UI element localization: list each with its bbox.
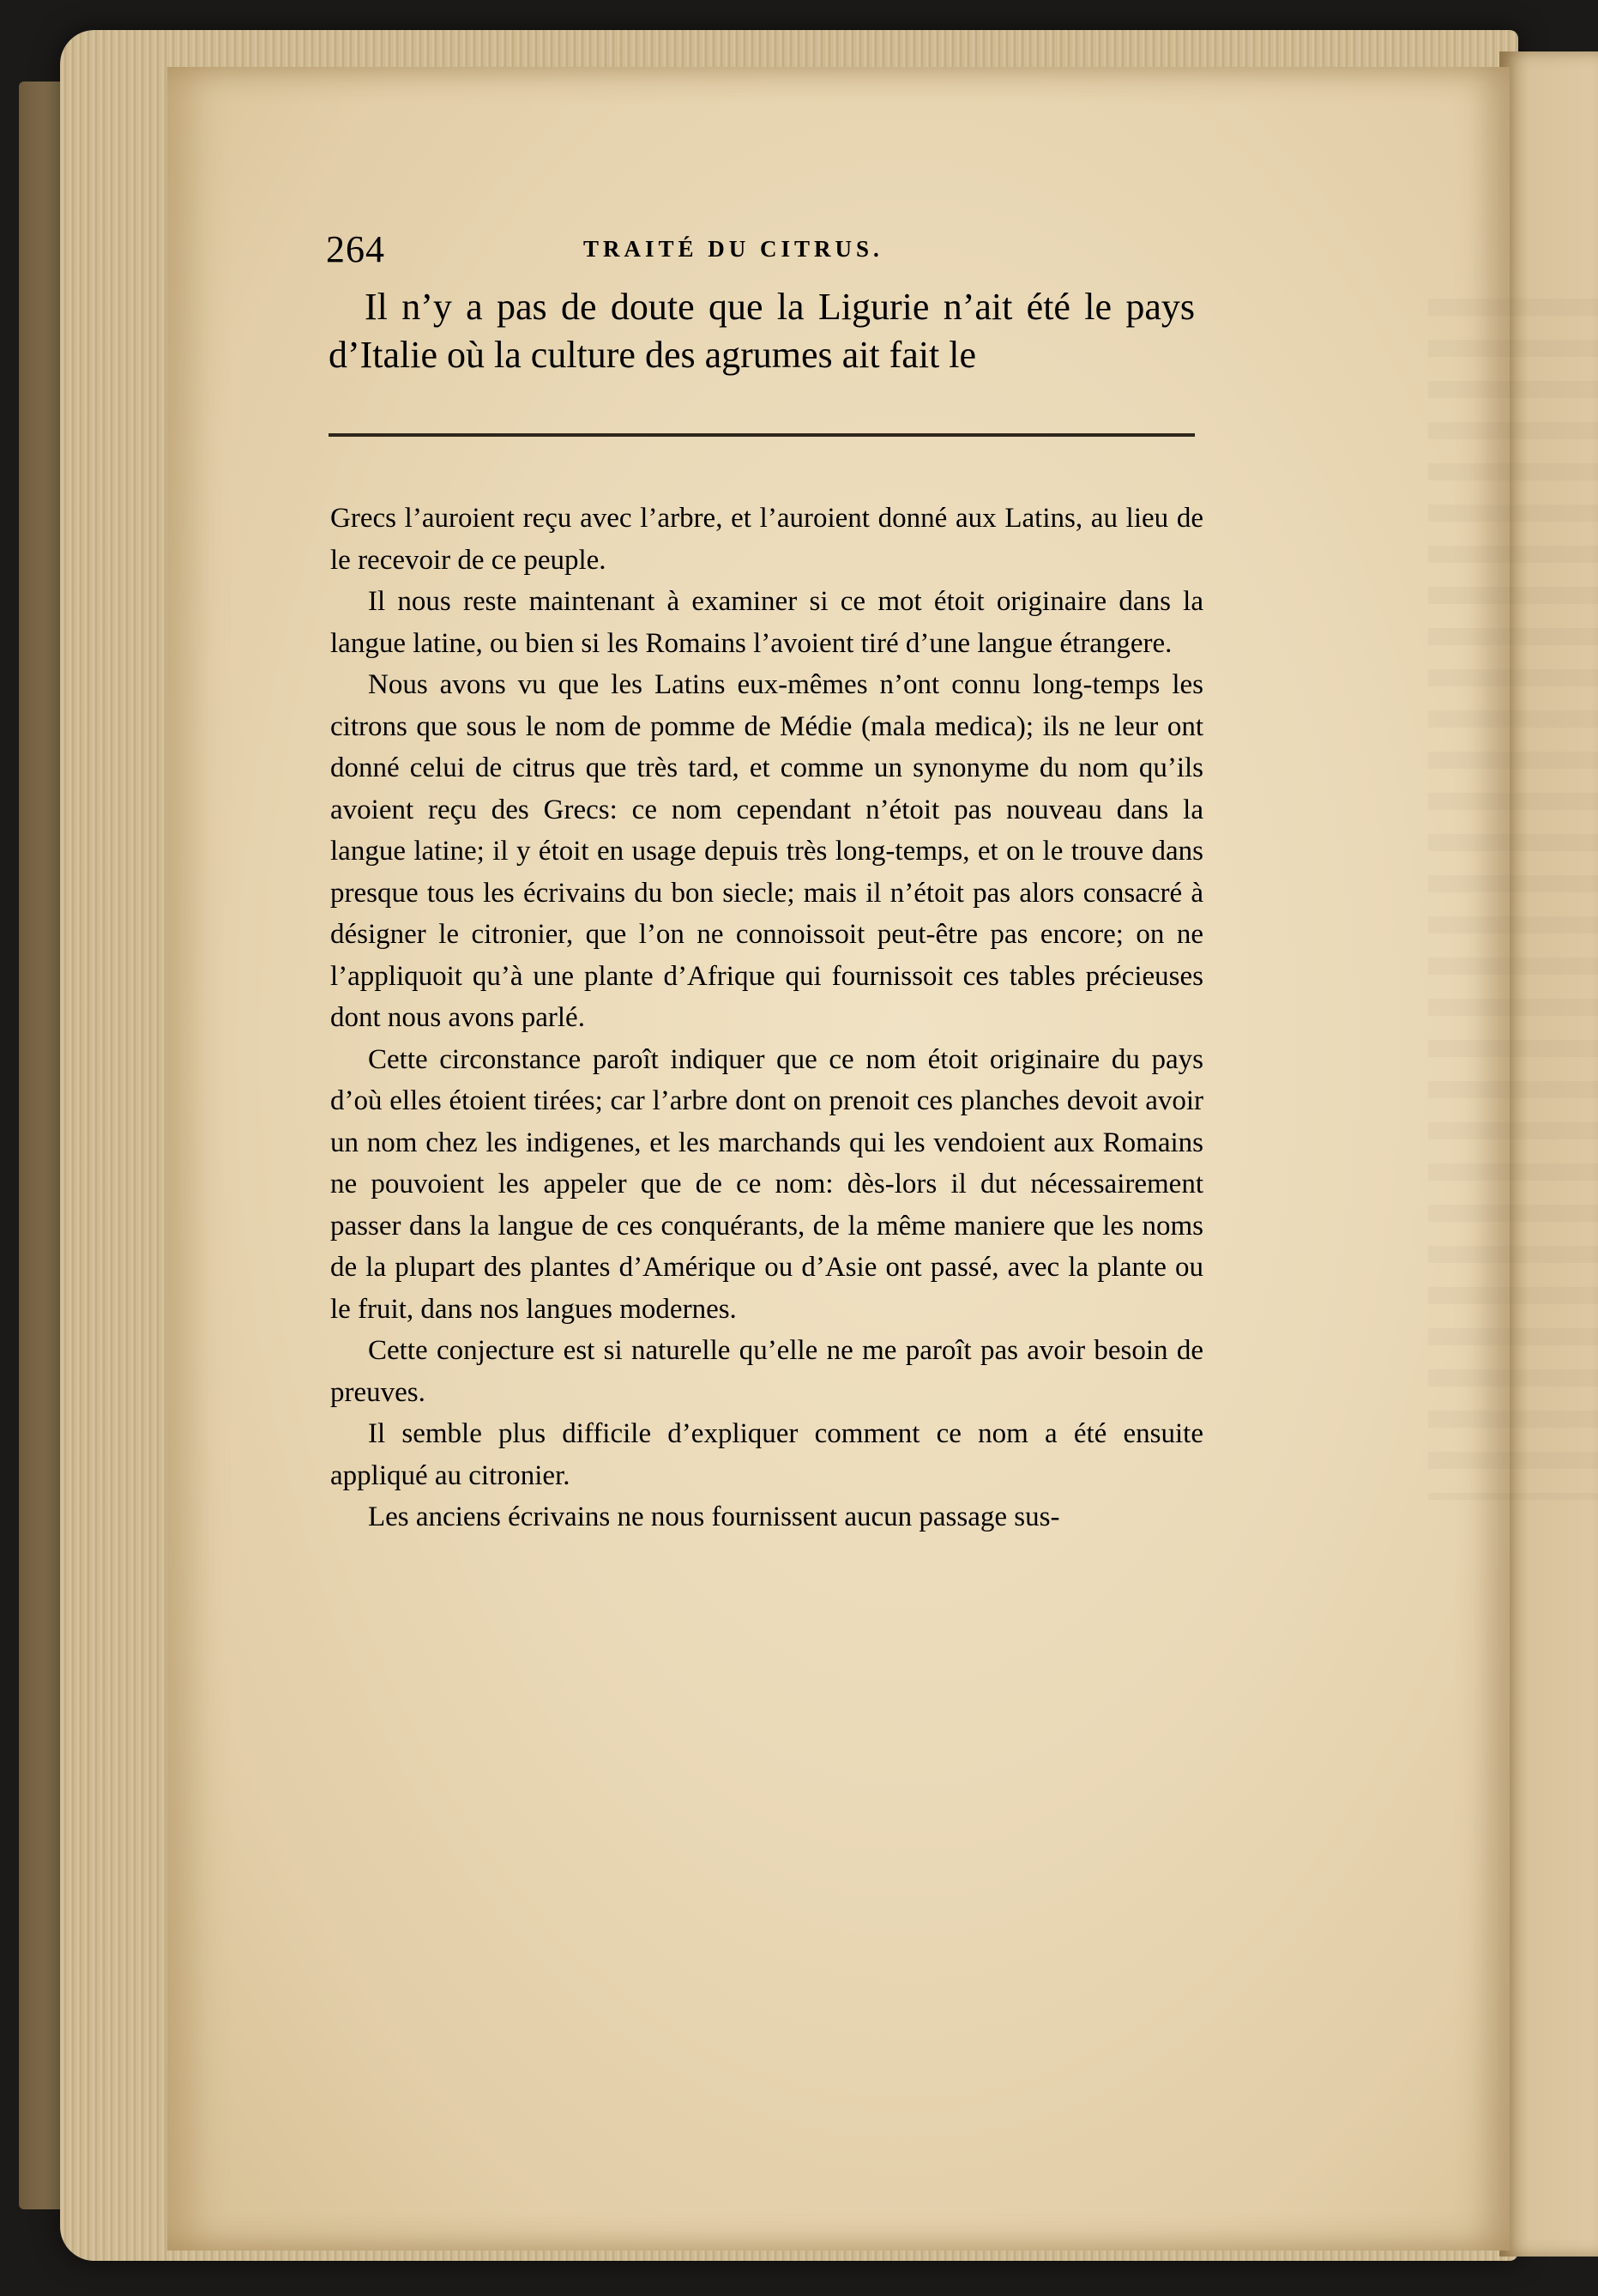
footnote-paragraph: Il nous reste maintenant à examiner si ce mot étoit originaire dans la langue latine, ou bien si les Romains l’avoient tiré d’une langue étrangere. <box>330 586 1203 659</box>
footnote-paragraph: Les anciens écrivains ne nous fournissent aucun passage sus- <box>368 1501 1060 1532</box>
running-head <box>326 227 1192 279</box>
page-number: 264 <box>326 228 385 270</box>
bleed-through-text <box>1428 299 1598 1500</box>
footnote-paragraph: Cette circonstance paroît indiquer que ce nom étoit originaire du pays d’où elles étoient tirées; car l’arbre dont on prenoit ces planches devoit avoir un nom chez les indigenes, et les marchands qui les vendoient aux Romains ne pouvoient les appeler que de ce nom: dès-lors il dut nécessairement passer dans la langue de ces conquérants, de la même maniere que les noms de la plupart des plantes d’Amérique ou d’Asie ont passé, avec la plante ou le fruit, dans nos langues modernes. <box>330 1043 1203 1325</box>
footnote-paragraph: Nous avons vu que les Latins eux-mêmes n’ont connu long-temps les citrons que sous le nom de pomme de Médie (mala medica); ils ne leur ont donné celui de citrus que très tard, et comme un synonyme du nom qu’ils avoient reçu des Grecs: ce nom cependant n’étoit pas nouveau dans la langue latine; il y étoit en usage depuis très long-temps, et on le trouve dans presque tous les écrivains du bon siecle; mais il n’étoit pas alors consacré à désigner le citronier, que l’on ne connoissoit peut-être pas encore; on ne l’appliquoit qu’à une plante d’Afrique qui fournissoit ces tables précieuses dont nous avons parlé. <box>330 669 1203 1033</box>
main-text-paragraph: Il n’y a pas de doute que la Ligurie n’ait été le pays d’Italie où la culture des agrumes ait fait le <box>329 286 1195 376</box>
footnote-block <box>330 498 1203 1538</box>
running-title: TRAITÉ DU CITRUS. <box>583 236 883 262</box>
footnote-rule <box>329 433 1195 437</box>
footnote-paragraph: Cette conjecture est si naturelle qu’elle ne me paroît pas avoir besoin de preuves. <box>330 1335 1203 1408</box>
footnote-paragraph: Grecs l’auroient reçu avec l’arbre, et l’auroient donné aux Latins, au lieu de le recevoir de ce peuple. <box>330 503 1203 576</box>
footnote-paragraph: Il semble plus difficile d’expliquer comment ce nom a été ensuite appliqué au citronier. <box>330 1418 1203 1491</box>
main-text-block <box>329 283 1195 379</box>
